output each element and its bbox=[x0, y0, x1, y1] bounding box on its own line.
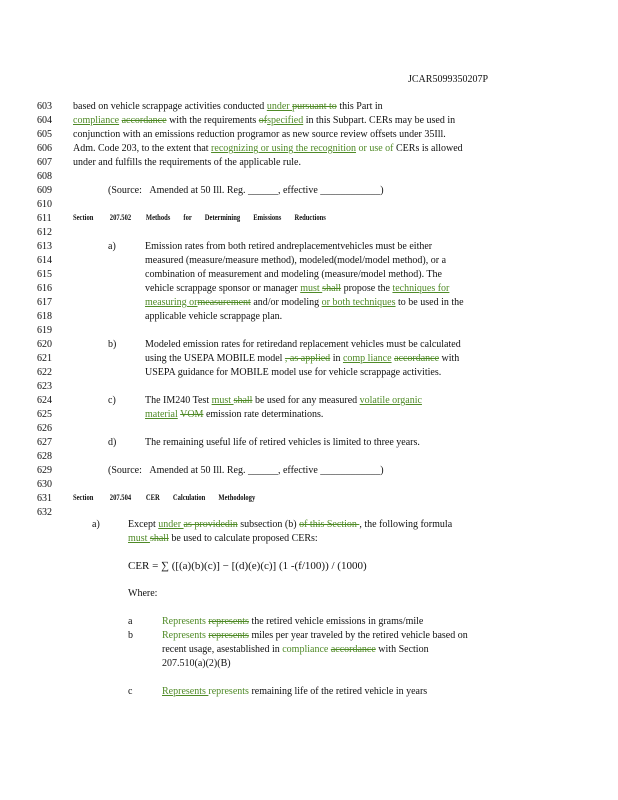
line-number: 627 bbox=[37, 437, 52, 448]
deleted-text: of bbox=[258, 115, 268, 126]
deleted-text: shall bbox=[149, 533, 169, 544]
inserted-text: techniques for bbox=[392, 283, 450, 294]
inserted-text: comp liance bbox=[342, 353, 392, 364]
inserted-text: specified bbox=[267, 115, 304, 126]
calc-line-2 bbox=[128, 533, 318, 544]
line-number: 613 bbox=[37, 241, 52, 252]
line-number: 605 bbox=[37, 129, 52, 140]
line-number: 603 bbox=[37, 101, 52, 112]
deleted-text: as providedin bbox=[183, 519, 238, 530]
line-number: 606 bbox=[37, 143, 52, 154]
text: and/or modeling bbox=[250, 297, 322, 308]
def-b-line-2 bbox=[162, 644, 429, 655]
def-b-var: b bbox=[128, 630, 133, 641]
calc-line-1 bbox=[128, 519, 452, 530]
line-number: 608 bbox=[37, 171, 52, 182]
text: , the following formula bbox=[359, 519, 453, 530]
def-a-text bbox=[162, 616, 423, 627]
line-number: 612 bbox=[37, 227, 52, 238]
text-line-621 bbox=[145, 353, 459, 364]
text: using the USEPA MOBILE model bbox=[145, 353, 285, 364]
line-number: 625 bbox=[37, 409, 52, 420]
line-number: 631 bbox=[37, 493, 52, 504]
deleted-text: pursuant to bbox=[292, 101, 337, 112]
line-number: 619 bbox=[37, 325, 52, 336]
line-number: 624 bbox=[37, 395, 52, 406]
calc-a-marker: a) bbox=[92, 519, 100, 530]
text: the retired vehicle emissions in grams/mile bbox=[248, 616, 424, 627]
text: in this Subpart. CERs may be used in bbox=[303, 115, 456, 126]
line-number: 621 bbox=[37, 353, 52, 364]
line-number: 630 bbox=[37, 479, 52, 490]
inserted-text: Represents bbox=[162, 686, 209, 697]
def-a-var: a bbox=[128, 616, 133, 627]
text-line-603 bbox=[73, 101, 383, 112]
line-number: 632 bbox=[37, 507, 52, 518]
text: in bbox=[330, 353, 343, 364]
line-number: 622 bbox=[37, 367, 52, 378]
deleted-text: shall bbox=[233, 395, 253, 406]
line-number: 626 bbox=[37, 423, 52, 434]
line-number: 628 bbox=[37, 451, 52, 462]
section-heading-502 bbox=[73, 213, 326, 222]
def-c-text bbox=[162, 686, 427, 697]
text: subsection (b) bbox=[237, 519, 300, 530]
text: this Part in bbox=[336, 101, 383, 112]
inserted-text: Represents bbox=[162, 616, 209, 627]
text: remaining life of the retired vehicle in years bbox=[248, 686, 428, 697]
inserted-text: volatile organic bbox=[359, 395, 422, 406]
text-line-607: under and fulfills the requirements of the applicable rule. bbox=[73, 157, 301, 168]
inserted-text: compliance bbox=[73, 115, 120, 126]
line-number: 623 bbox=[37, 381, 52, 392]
deleted-text: accordance bbox=[394, 353, 440, 364]
line-number: 616 bbox=[37, 283, 52, 294]
source-label: (Source: bbox=[108, 185, 142, 196]
text-line-622: USEPA guidance for MOBILE model use for vehicle scrappage activities. bbox=[145, 367, 442, 378]
line-number: 617 bbox=[37, 297, 52, 308]
deleted-text: accordance bbox=[330, 644, 376, 655]
source-note-2 bbox=[108, 465, 384, 476]
inserted-text: must bbox=[211, 395, 234, 406]
text: miles per year traveled by the retired vehicle based on bbox=[248, 630, 468, 641]
text: with bbox=[439, 353, 460, 364]
text: emission rate determinations. bbox=[203, 409, 324, 420]
text-line-606 bbox=[73, 143, 463, 154]
line-number: 618 bbox=[37, 311, 52, 322]
text-line-627: The remaining useful life of retired vehicles is limited to three years. bbox=[145, 437, 420, 448]
inserted-text: under bbox=[158, 519, 184, 530]
deleted-text: represents bbox=[208, 686, 249, 697]
section-label: Section bbox=[73, 213, 94, 222]
text: recent usage, asestablished in bbox=[162, 644, 283, 655]
deleted-text: shall bbox=[322, 283, 342, 294]
item-c-marker: c) bbox=[108, 395, 116, 406]
text-line-604 bbox=[73, 115, 455, 126]
inserted-text: or both techniques bbox=[321, 297, 396, 308]
line-number: 611 bbox=[37, 213, 52, 224]
inserted-text: must bbox=[300, 283, 323, 294]
section-number: 207.502 bbox=[109, 213, 132, 222]
line-number: 620 bbox=[37, 339, 52, 350]
text: with Section bbox=[375, 644, 429, 655]
def-c-var: c bbox=[128, 686, 133, 697]
inserted-text: under bbox=[266, 101, 293, 112]
line-number: 604 bbox=[37, 115, 52, 126]
item-d-marker: d) bbox=[108, 437, 117, 448]
deleted-text: represents bbox=[208, 616, 249, 627]
inserted-text: recognizing or using the recognition bbox=[211, 143, 357, 154]
line-number: 629 bbox=[37, 465, 52, 476]
inserted-text: Represents bbox=[162, 630, 209, 641]
text: with the requirements bbox=[166, 115, 259, 126]
deleted-text: VOM bbox=[180, 409, 204, 420]
section-title: CER Calculation Methodology bbox=[145, 493, 256, 502]
item-a-marker: a) bbox=[108, 241, 116, 252]
source-note-1 bbox=[108, 185, 384, 196]
line-number: 615 bbox=[37, 269, 52, 280]
section-heading-504 bbox=[73, 493, 255, 502]
source-text: Amended at 50 Ill. Reg. ______, effective ____________) bbox=[149, 185, 384, 196]
text-line-618: applicable vehicle scrappage plan. bbox=[145, 311, 283, 322]
text-line-617 bbox=[145, 297, 464, 308]
text-line-625 bbox=[145, 409, 323, 420]
text: The IM240 Test bbox=[145, 395, 212, 406]
inserted-text: compliance bbox=[282, 644, 329, 655]
text-line-614: measured (measure/measure method), modeled(model/model method), or a bbox=[145, 255, 447, 266]
section-title: Methods for Determining Emissions Reductions bbox=[145, 213, 326, 222]
deleted-text: represents bbox=[208, 630, 249, 641]
def-b-line-3: 207.510(a)(2)(B) bbox=[162, 658, 231, 669]
source-text: Amended at 50 Ill. Reg. ______, effective ____________) bbox=[149, 465, 384, 476]
inserted-text: material bbox=[145, 409, 178, 420]
text: Except bbox=[128, 519, 159, 530]
text: Adm. Code 203 bbox=[73, 143, 137, 154]
text-line-616 bbox=[145, 283, 449, 294]
section-number: 207.504 bbox=[109, 493, 132, 502]
line-number: 610 bbox=[37, 199, 52, 210]
text-line-613: Emission rates from both retired andreplacementvehicles must be either bbox=[145, 241, 433, 252]
text-line-615: combination of measurement and modeling (measure/model method). The bbox=[145, 269, 442, 280]
def-b-text bbox=[162, 630, 468, 641]
text-line-624 bbox=[145, 395, 422, 406]
deleted-text: accordance bbox=[121, 115, 167, 126]
item-b-marker: b) bbox=[108, 339, 117, 350]
text: vehicle scrappage sponsor or manager bbox=[145, 283, 301, 294]
deleted-text: measurement bbox=[197, 297, 251, 308]
inserted-text: must bbox=[128, 533, 150, 544]
text: based on vehicle scrappage activities conducted bbox=[73, 101, 267, 112]
document-id: JCAR5099350207P bbox=[408, 74, 489, 85]
deleted-text: , as applied bbox=[284, 353, 331, 364]
deleted-text: of this Section bbox=[299, 519, 360, 530]
text: be used to calculate proposed CERs: bbox=[168, 533, 318, 544]
line-number: 614 bbox=[37, 255, 52, 266]
line-number: 607 bbox=[37, 157, 52, 168]
text: , to the extent that bbox=[136, 143, 212, 154]
inserted-text: measuring or bbox=[145, 297, 198, 308]
section-label: Section bbox=[73, 493, 94, 502]
line-number: 609 bbox=[37, 185, 52, 196]
text-line-620: Modeled emission rates for retiredand replacement vehicles must be calculated bbox=[145, 339, 461, 350]
text: propose the bbox=[341, 283, 393, 294]
text: be used for any measured bbox=[252, 395, 360, 406]
cer-formula: CER = ∑ ([(a)(b)(c)] − [(d)(e)(c)] (1 -(f/100)) / (1000) bbox=[128, 560, 367, 572]
source-label: (Source: bbox=[108, 465, 142, 476]
text: or use of bbox=[356, 143, 397, 154]
text: to be used in the bbox=[395, 297, 464, 308]
text-line-605: conjunction with an emissions reduction programor as new source review offsets under 35Ill. bbox=[73, 129, 446, 140]
where-label: Where: bbox=[128, 588, 158, 599]
text: CERs is allowed bbox=[396, 143, 463, 154]
